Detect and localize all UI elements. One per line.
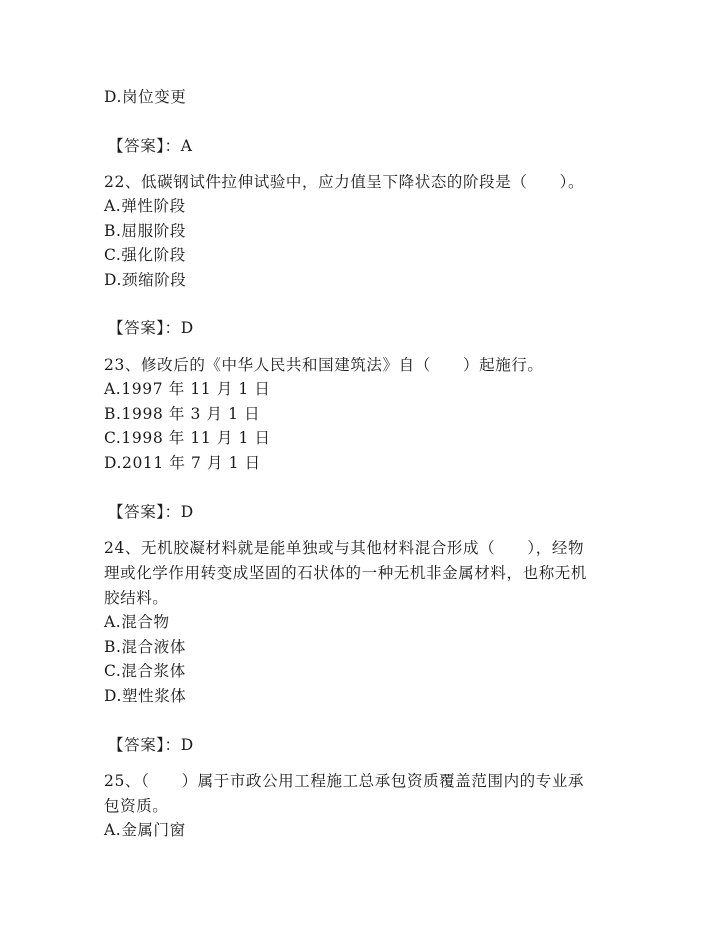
prev-option-d: D.岗位变更 (104, 88, 187, 106)
q22-option-a: A.弹性阶段 (104, 197, 186, 215)
q24-stem-line-2: 理或化学作用转变成坚固的石状体的一种无机非金属材料，也称无机 (104, 564, 588, 582)
q24-stem-line-1: 24、无机胶凝材料就是能单独或与其他材料混合形成（ ），经物 (104, 539, 585, 557)
q22-answer: 【答案】：D (108, 319, 194, 337)
q25-stem-line-2: 包资质。 (104, 797, 169, 815)
q25-stem-line-1: 25、（ ）属于市政公用工程施工总承包资质覆盖范围内的专业承 (104, 772, 585, 790)
q23-option-a: A.1997 年 11 月 1 日 (104, 380, 271, 398)
q25-option-a: A.金属门窗 (104, 821, 186, 839)
q24-option-b: B.混合液体 (104, 638, 186, 656)
q23-option-d: D.2011 年 7 月 1 日 (104, 454, 261, 472)
q23-answer: 【答案】：D (108, 503, 194, 521)
q22-stem: 22、低碳钢试件拉伸试验中，应力值呈下降状态的阶段是（ ）。 (104, 173, 585, 191)
q22-option-b: B.屈服阶段 (104, 222, 186, 240)
q23-option-b: B.1998 年 3 月 1 日 (104, 405, 261, 423)
q24-option-d: D.塑性浆体 (104, 687, 187, 705)
q24-option-c: C.混合浆体 (104, 662, 186, 680)
q23-option-c: C.1998 年 11 月 1 日 (104, 429, 271, 447)
q23-stem: 23、修改后的《中华人民共和国建筑法》自（ ）起施行。 (104, 356, 544, 374)
prev-answer: 【答案】：A (108, 137, 193, 155)
q24-answer: 【答案】：D (108, 736, 194, 754)
q24-option-a: A.混合物 (104, 613, 170, 631)
q22-option-d: D.颈缩阶段 (104, 271, 187, 289)
q22-option-c: C.强化阶段 (104, 246, 186, 264)
q24-stem-line-3: 胶结料。 (104, 589, 169, 607)
